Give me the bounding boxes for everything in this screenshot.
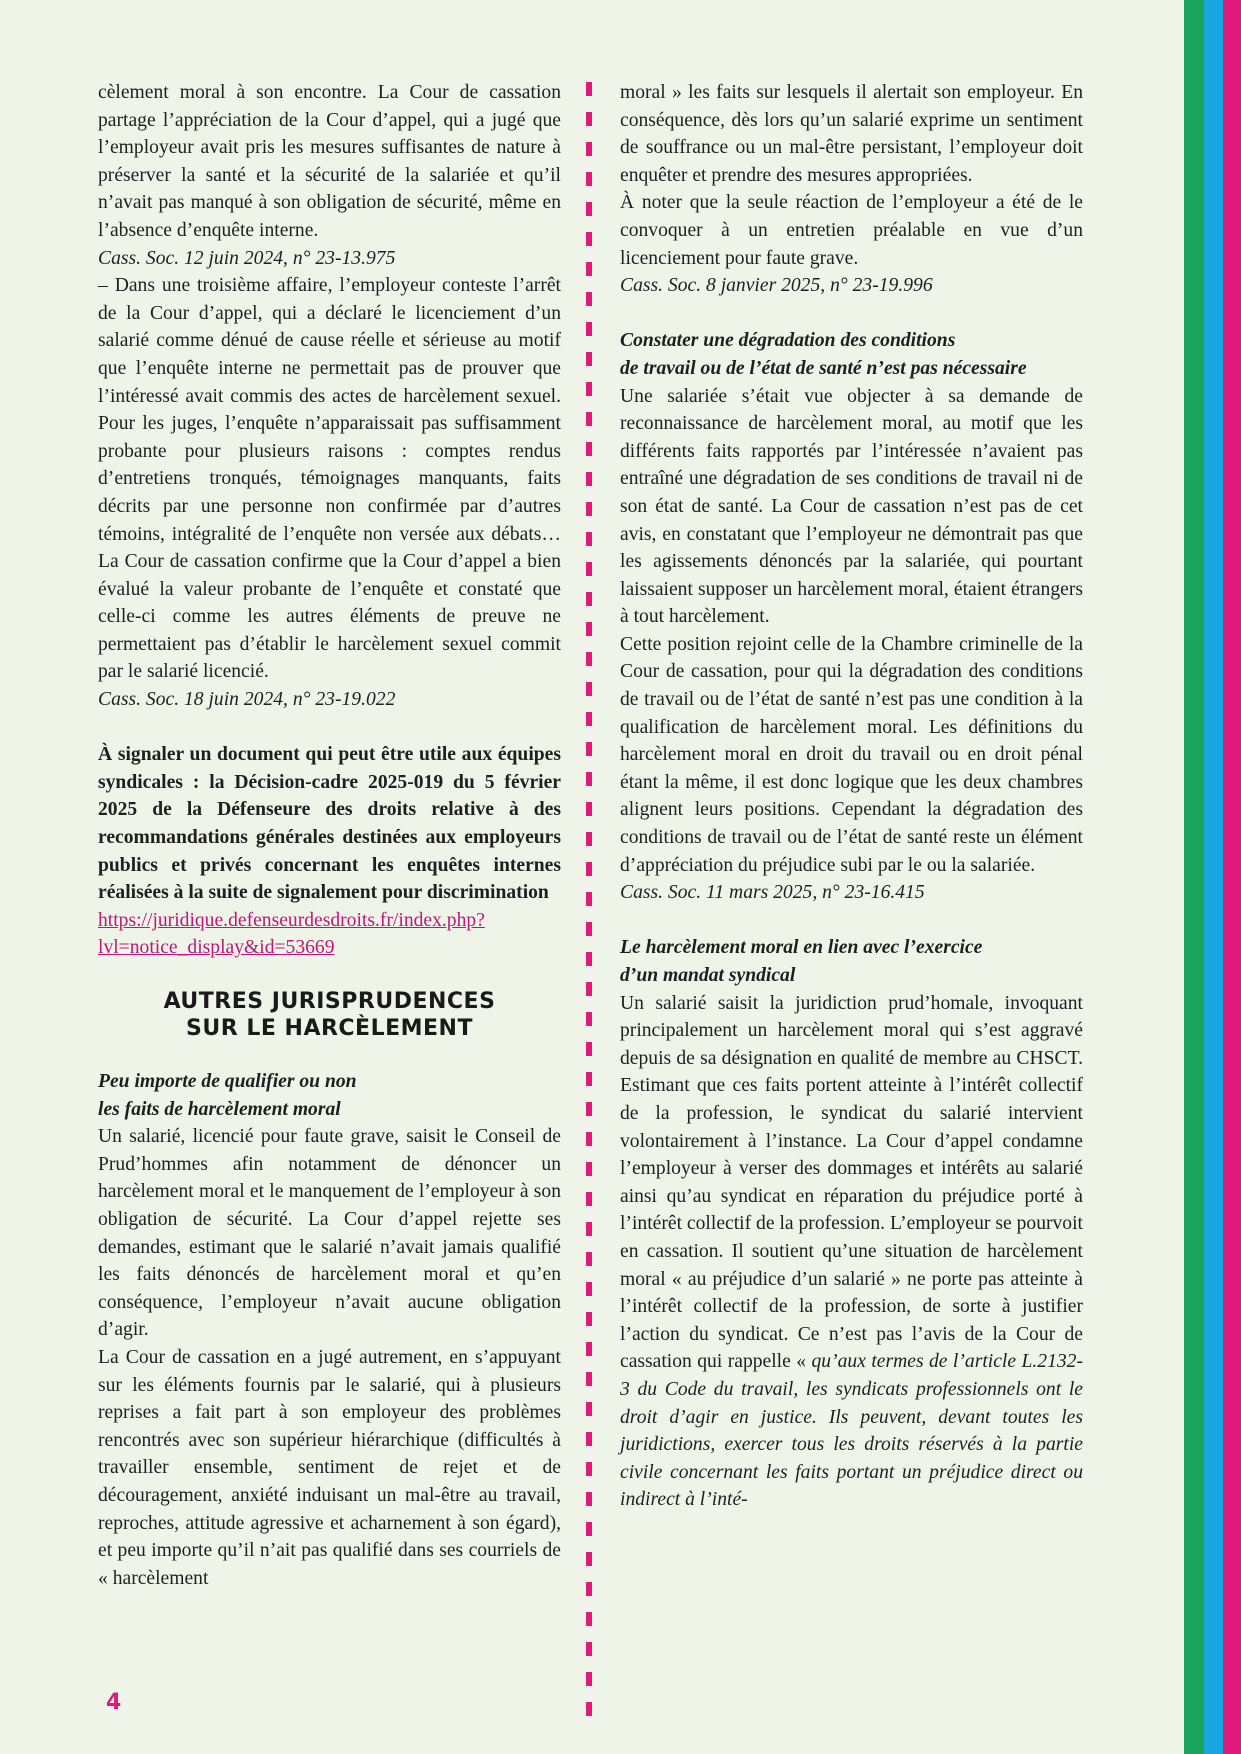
case-reference: Cass. Soc. 12 juin 2024, n° 23-13.975 [98, 247, 396, 269]
subheading-line: les faits de harcèlement moral [98, 1098, 341, 1120]
blue-stripe [1204, 0, 1223, 1754]
subheading-line: d’un mandat syndical [620, 965, 796, 986]
pink-stripe [1223, 0, 1241, 1754]
right-column [620, 79, 1083, 1514]
case-reference: Cass. Soc. 18 juin 2024, n° 23-19.022 [98, 689, 396, 711]
subheading-line: Le harcèlement moral en lien avec l’exercice [620, 937, 983, 959]
paragraph-text: Un salarié saisit la juridiction prud’homale, invoquant principalement un harcèlement moral qui s’est aggravé depuis de sa désignation en qualité de membre au CHSCT. Estimant que ces faits portent atteinte à l’intérêt collectif de la profession, le syndicat du salarié intervient volontairement à l’instance. La Cour d’appel condamne l’employeur à verser des dommages et intérêts au salarié ainsi qu’au syndicat en réparation du préjudice porté à l’intérêt collectif de la profession. L’employeur se pourvoit en cassation. Il soutient qu’une situation de harcèlement moral « au préjudice d’un salarié » ne porte pas atteinte à l’intérêt collectif de la profession, de sorte à justifier l’action du syndicat. Ce n’est pas l’avis de la Cour de cassation qui rappelle « [620, 992, 1083, 1373]
paragraph: cèlement moral à son encontre. La Cour de cassation partage l’appréciation de la Cour d’appel, qui a jugé que l’employeur avait pris les mesures suffisantes de nature à préserver la santé et la sécurité de la salariée et qu’il n’avait pas manqué à son obligation de sécurité, même en l’absence d’enquête interne. [98, 82, 561, 241]
subheading-line: Constater une dégradation des conditions [620, 330, 956, 352]
section-title-line: AUTRES JURISPRUDENCES [163, 989, 496, 1014]
paragraph: À noter que la seule réaction de l’employeur a été de le convoquer à un entretien préalable en vue d’un licenciement pour faute grave. [620, 192, 1083, 269]
link-line: https://juridique.defenseurdesdroits.fr/index.php? [98, 909, 485, 931]
legal-quote: qu’aux termes de l’article L.2132-3 du Code du travail, les syndicats professionnels ont le droit d’agir en justice. Ils peuvent, devant toutes les juridictions, exercer tous les droits réservés à la partie civile concernant les faits portant un préjudice direct ou indirect à l’inté- [620, 1351, 1083, 1511]
section-title [98, 988, 561, 1042]
defenseur-link[interactable] [98, 907, 561, 962]
paragraph: Un salarié, licencié pour faute grave, saisit le Conseil de Prud’hommes afin notamment de dénoncer un harcèlement moral et le manquement de l’employeur à son obligation de sécurité. La Cour d’appel rejette ses demandes, estimant que le salarié n’avait jamais qualifié les faits dénoncés de harcèlement moral et qu’en conséquence, l’employeur n’avait aucune obligation d’agir. [98, 1126, 561, 1341]
paragraph: moral » les faits sur lesquels il alertait son employeur. En conséquence, dès lors qu’un salarié exprime un sentiment de souffrance ou un mal-être persistant, l’employeur doit enquêter et prendre des mesures appropriées. [620, 82, 1083, 186]
paragraph: Cette position rejoint celle de la Chambre criminelle de la Cour de cassation, pour qui la dégradation des conditions de travail ou de l’état de santé n’est pas une condition à la qualification de harcèlement moral. Les définitions du harcèlement moral en droit du travail ou en droit pénal étant la même, il est donc logique que les deux chambres alignent leurs positions. Cependant la dégradation des conditions de travail ou de l’état de santé reste un élément d’appréciation du préjudice subi par le ou la salariée. [620, 633, 1083, 876]
paragraph: La Cour de cassation en a jugé autrement, en s’appuyant sur les éléments fournis par le salarié, qui à plusieurs reprises a fait part à son employeur des problèmes rencontrés avec son supérieur hiérarchique (difficultés à travailler ensemble, sentiment de rejet et de découragement, anxiété induisant un mal-être au travail, reproches, attitude agressive et acharnement à son égard), et peu importe qu’il n’ait pas qualifié dans ses courriels de « harcèlement [98, 1346, 561, 1589]
subheading-line: de travail ou de l’état de santé n’est pas nécessaire [620, 357, 1027, 379]
section-title-line: SUR LE HARCÈLEMENT [186, 1016, 473, 1041]
subheading-line: Peu importe de qualifier ou non [98, 1071, 357, 1092]
case-reference: Cass. Soc. 8 janvier 2025, n° 23-19.996 [620, 275, 933, 297]
subheading [620, 934, 1083, 989]
left-column [98, 79, 561, 1592]
paragraph: Une salariée s’était vue objecter à sa demande de reconnaissance de harcèlement moral, au motif que les différents faits rapportés par l’intéressée n’avaient pas entraîné une dégradation de ses conditions de travail ni de son état de santé. La Cour de cassation n’est pas de cet avis, en constatant que l’employeur ne démontrait pas que les agissements dénoncés par la salariée, qui pourtant laissaient supposer un harcèlement moral, étaient étrangers à tout harcèlement. [620, 385, 1083, 628]
highlight-paragraph: À signaler un document qui peut être utile aux équipes syndicales : la Décision-cadre 2025-019 du 5 février 2025 de la Défenseure des droits relative à des recommandations générales destinées aux employeurs publics et privés concernant les enquêtes internes réalisées à la suite de signalement pour discrimination [98, 744, 561, 904]
column-divider [586, 82, 592, 1722]
subheading [620, 327, 1083, 382]
case-reference: Cass. Soc. 11 mars 2025, n° 23-16.415 [620, 882, 925, 904]
paragraph: – Dans une troisième affaire, l’employeur conteste l’arrêt de la Cour d’appel, qui a déclaré le licenciement d’un salarié comme dénué de cause réelle et sérieuse au motif que l’enquête interne ne permettait pas de prouver que l’intéressé avait commis des actes de harcèlement sexuel. Pour les juges, l’enquête n’apparaissait pas suffisamment probante pour plusieurs raisons : comptes rendus d’entretiens tronqués, témoignages manquants, faits décrits par une personne non confirmée par d’autres témoins, intégralité de l’enquête non versée aux débats… La Cour de cassation confirme que la Cour d’appel a bien évalué la valeur probante de l’enquête et constaté que celle-ci comme les autres éléments de preuve ne permettaient pas d’établir le harcèlement sexuel commit par le salarié licencié. [98, 275, 561, 683]
paragraph [620, 990, 1083, 1514]
link-line: lvl=notice_display&id=53669 [98, 937, 335, 959]
green-stripe [1184, 0, 1204, 1754]
page-number: 4 [106, 1690, 122, 1715]
subheading [98, 1068, 561, 1123]
